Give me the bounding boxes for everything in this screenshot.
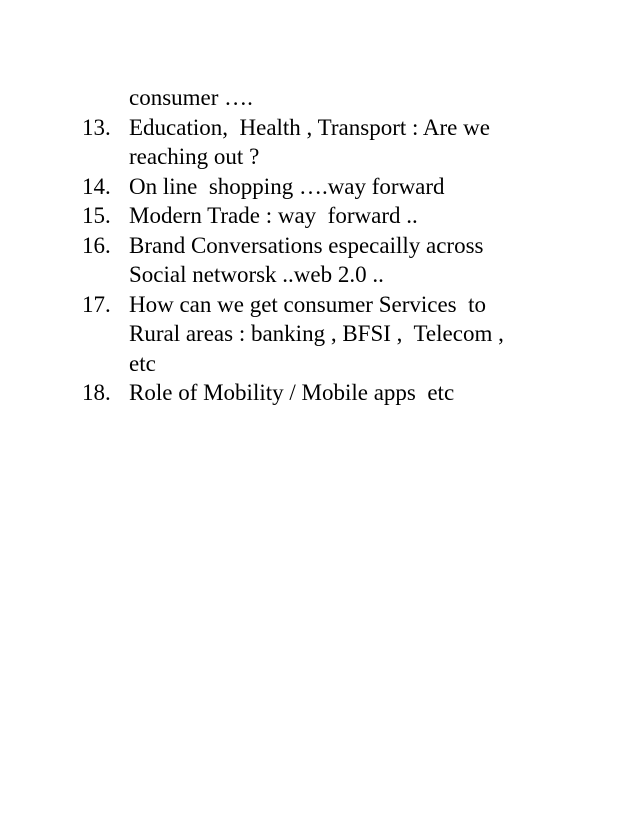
numbered-list <box>82 83 602 408</box>
list-text: How can we get consumer Services to <box>129 291 487 317</box>
list-line <box>82 319 602 349</box>
list-line <box>82 231 602 261</box>
list-number: 18. <box>82 380 111 405</box>
list-text: Brand Conversations especailly across <box>129 232 484 258</box>
list-text: etc <box>129 350 156 376</box>
list-text: consumer …. <box>129 85 253 110</box>
list-number: 13. <box>82 114 111 140</box>
list-text: Role of Mobility / Mobile apps etc <box>129 380 455 405</box>
list-number: 16. <box>82 232 111 258</box>
list-line <box>82 142 602 172</box>
list-number: 15. <box>82 203 111 228</box>
list-line <box>82 260 602 290</box>
list-line <box>82 349 602 379</box>
list-text: Modern Trade : way forward .. <box>129 203 418 228</box>
list-text: On line shopping ….way forward <box>129 173 445 199</box>
list-line <box>82 113 602 143</box>
list-line <box>82 172 602 202</box>
list-text: Rural areas : banking , BFSI , Telecom , <box>129 321 504 346</box>
list-line <box>82 201 602 231</box>
list-text: Education, Health , Transport : Are we <box>129 114 490 140</box>
list-line <box>82 290 602 320</box>
list-line <box>82 378 602 408</box>
list-number: 14. <box>82 173 111 199</box>
list-text: reaching out ? <box>129 144 260 169</box>
list-text: Social networsk ..web 2.0 .. <box>129 262 384 287</box>
list-line <box>82 83 602 113</box>
list-number: 17. <box>82 291 111 317</box>
